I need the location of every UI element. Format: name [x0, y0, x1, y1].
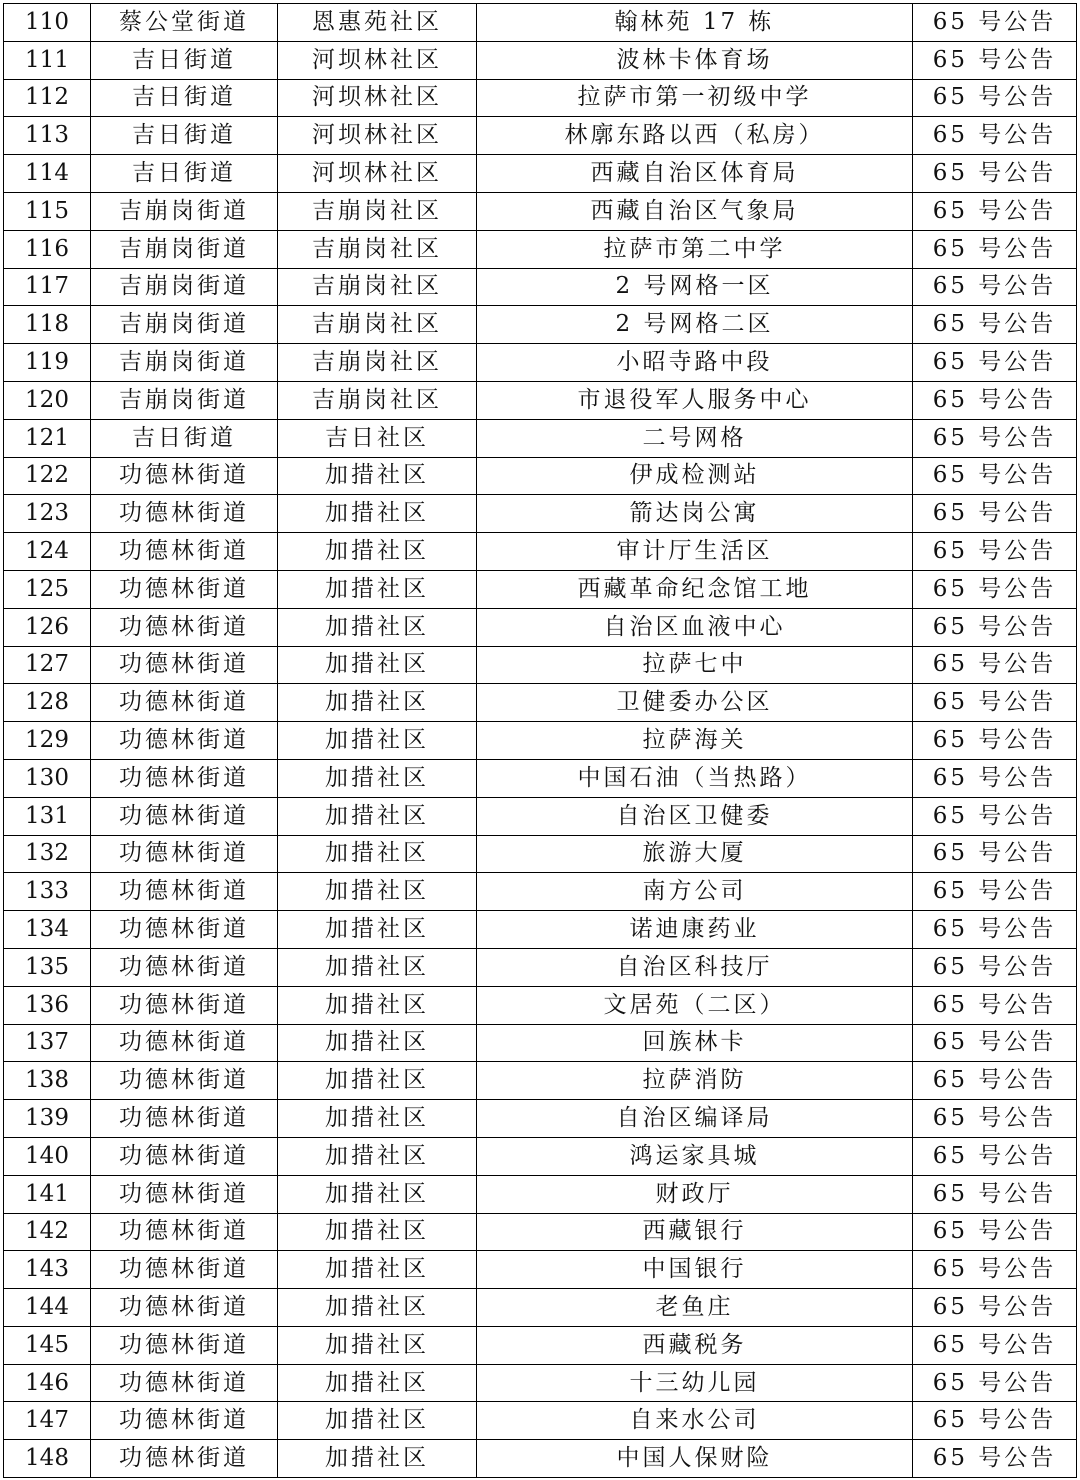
community-cell: 恩惠苑社区	[278, 4, 477, 42]
table-row	[4, 1326, 1077, 1364]
community-cell: 加措社区	[278, 1402, 477, 1440]
street-cell: 功德林街道	[91, 797, 278, 835]
table-row	[4, 495, 1077, 533]
location-cell: 翰林苑 17 栋	[477, 4, 913, 42]
notice-cell: 65 号公告	[913, 495, 1077, 533]
street-cell: 功德林街道	[91, 457, 278, 495]
notice-cell: 65 号公告	[913, 230, 1077, 268]
location-cell: 诺迪康药业	[477, 911, 913, 949]
location-table	[3, 3, 1077, 1478]
location-cell: 财政厅	[477, 1175, 913, 1213]
notice-cell: 65 号公告	[913, 646, 1077, 684]
notice-cell: 65 号公告	[913, 1175, 1077, 1213]
row-number-cell: 145	[4, 1326, 91, 1364]
notice-cell: 65 号公告	[913, 41, 1077, 79]
community-cell: 河坝林社区	[278, 117, 477, 155]
community-cell: 加措社区	[278, 1175, 477, 1213]
notice-cell: 65 号公告	[913, 608, 1077, 646]
community-cell: 加措社区	[278, 986, 477, 1024]
table-row	[4, 1024, 1077, 1062]
row-number-cell: 113	[4, 117, 91, 155]
row-number-cell: 136	[4, 986, 91, 1024]
row-number-cell: 123	[4, 495, 91, 533]
location-cell: 林廓东路以西（私房）	[477, 117, 913, 155]
row-number-cell: 141	[4, 1175, 91, 1213]
community-cell: 加措社区	[278, 1440, 477, 1478]
location-cell: 市退役军人服务中心	[477, 381, 913, 419]
row-number-cell: 134	[4, 911, 91, 949]
location-cell: 自治区科技厅	[477, 948, 913, 986]
row-number-cell: 138	[4, 1062, 91, 1100]
community-cell: 吉崩岗社区	[278, 230, 477, 268]
table-row	[4, 155, 1077, 193]
notice-cell: 65 号公告	[913, 684, 1077, 722]
table-row	[4, 608, 1077, 646]
community-cell: 加措社区	[278, 570, 477, 608]
notice-cell: 65 号公告	[913, 797, 1077, 835]
table-row	[4, 1137, 1077, 1175]
row-number-cell: 142	[4, 1213, 91, 1251]
community-cell: 吉崩岗社区	[278, 192, 477, 230]
location-cell: 旅游大厦	[477, 835, 913, 873]
street-cell: 功德林街道	[91, 1137, 278, 1175]
notice-cell: 65 号公告	[913, 1440, 1077, 1478]
table-row	[4, 1440, 1077, 1478]
notice-cell: 65 号公告	[913, 722, 1077, 760]
row-number-cell: 137	[4, 1024, 91, 1062]
row-number-cell: 131	[4, 797, 91, 835]
community-cell: 加措社区	[278, 1364, 477, 1402]
location-cell: 伊成检测站	[477, 457, 913, 495]
notice-cell: 65 号公告	[913, 381, 1077, 419]
location-cell: 自治区血液中心	[477, 608, 913, 646]
street-cell: 吉日街道	[91, 155, 278, 193]
community-cell: 加措社区	[278, 1137, 477, 1175]
street-cell: 功德林街道	[91, 1024, 278, 1062]
notice-cell: 65 号公告	[913, 1364, 1077, 1402]
location-cell: 波林卡体育场	[477, 41, 913, 79]
notice-cell: 65 号公告	[913, 268, 1077, 306]
community-cell: 加措社区	[278, 495, 477, 533]
community-cell: 河坝林社区	[278, 79, 477, 117]
row-number-cell: 118	[4, 306, 91, 344]
table-row	[4, 1364, 1077, 1402]
street-cell: 吉崩岗街道	[91, 230, 278, 268]
location-cell: 小昭寺路中段	[477, 344, 913, 382]
street-cell: 功德林街道	[91, 759, 278, 797]
notice-cell: 65 号公告	[913, 192, 1077, 230]
community-cell: 加措社区	[278, 1062, 477, 1100]
location-cell: 文居苑（二区）	[477, 986, 913, 1024]
location-cell: 回族林卡	[477, 1024, 913, 1062]
street-cell: 吉日街道	[91, 117, 278, 155]
street-cell: 功德林街道	[91, 684, 278, 722]
community-cell: 加措社区	[278, 608, 477, 646]
notice-cell: 65 号公告	[913, 1289, 1077, 1327]
community-cell: 河坝林社区	[278, 41, 477, 79]
row-number-cell: 127	[4, 646, 91, 684]
street-cell: 吉日街道	[91, 41, 278, 79]
location-cell: 拉萨消防	[477, 1062, 913, 1100]
row-number-cell: 125	[4, 570, 91, 608]
street-cell: 功德林街道	[91, 1213, 278, 1251]
street-cell: 功德林街道	[91, 1326, 278, 1364]
community-cell: 加措社区	[278, 722, 477, 760]
location-cell: 南方公司	[477, 873, 913, 911]
street-cell: 功德林街道	[91, 1289, 278, 1327]
notice-cell: 65 号公告	[913, 570, 1077, 608]
row-number-cell: 147	[4, 1402, 91, 1440]
notice-cell: 65 号公告	[913, 1062, 1077, 1100]
location-cell: 自治区卫健委	[477, 797, 913, 835]
table-row	[4, 533, 1077, 571]
table-row	[4, 646, 1077, 684]
community-cell: 加措社区	[278, 1024, 477, 1062]
community-cell: 加措社区	[278, 911, 477, 949]
community-cell: 加措社区	[278, 1100, 477, 1138]
street-cell: 功德林街道	[91, 1440, 278, 1478]
table-row	[4, 835, 1077, 873]
community-cell: 吉崩岗社区	[278, 381, 477, 419]
community-cell: 加措社区	[278, 684, 477, 722]
table-row	[4, 419, 1077, 457]
location-cell: 西藏革命纪念馆工地	[477, 570, 913, 608]
notice-cell: 65 号公告	[913, 759, 1077, 797]
notice-cell: 65 号公告	[913, 457, 1077, 495]
community-cell: 加措社区	[278, 835, 477, 873]
street-cell: 功德林街道	[91, 533, 278, 571]
notice-cell: 65 号公告	[913, 117, 1077, 155]
table-row	[4, 759, 1077, 797]
row-number-cell: 146	[4, 1364, 91, 1402]
location-cell: 中国石油（当热路）	[477, 759, 913, 797]
notice-cell: 65 号公告	[913, 419, 1077, 457]
notice-cell: 65 号公告	[913, 873, 1077, 911]
location-cell: 西藏银行	[477, 1213, 913, 1251]
notice-cell: 65 号公告	[913, 911, 1077, 949]
street-cell: 吉崩岗街道	[91, 268, 278, 306]
row-number-cell: 124	[4, 533, 91, 571]
community-cell: 加措社区	[278, 1289, 477, 1327]
location-cell: 中国人保财险	[477, 1440, 913, 1478]
street-cell: 功德林街道	[91, 1100, 278, 1138]
row-number-cell: 111	[4, 41, 91, 79]
street-cell: 功德林街道	[91, 835, 278, 873]
location-cell: 拉萨海关	[477, 722, 913, 760]
street-cell: 功德林街道	[91, 948, 278, 986]
location-cell: 西藏自治区气象局	[477, 192, 913, 230]
street-cell: 吉崩岗街道	[91, 381, 278, 419]
community-cell: 加措社区	[278, 873, 477, 911]
row-number-cell: 148	[4, 1440, 91, 1478]
community-cell: 吉崩岗社区	[278, 344, 477, 382]
notice-cell: 65 号公告	[913, 1024, 1077, 1062]
location-cell: 卫健委办公区	[477, 684, 913, 722]
street-cell: 吉日街道	[91, 79, 278, 117]
community-cell: 吉崩岗社区	[278, 306, 477, 344]
location-cell: 西藏税务	[477, 1326, 913, 1364]
community-cell: 加措社区	[278, 759, 477, 797]
table-row	[4, 457, 1077, 495]
location-cell: 拉萨市第二中学	[477, 230, 913, 268]
notice-cell: 65 号公告	[913, 533, 1077, 571]
notice-cell: 65 号公告	[913, 79, 1077, 117]
street-cell: 功德林街道	[91, 1062, 278, 1100]
street-cell: 吉崩岗街道	[91, 306, 278, 344]
table-row	[4, 873, 1077, 911]
row-number-cell: 135	[4, 948, 91, 986]
row-number-cell: 129	[4, 722, 91, 760]
table-row	[4, 948, 1077, 986]
notice-cell: 65 号公告	[913, 1402, 1077, 1440]
table-row	[4, 1100, 1077, 1138]
location-cell: 拉萨市第一初级中学	[477, 79, 913, 117]
table-row	[4, 570, 1077, 608]
street-cell: 功德林街道	[91, 1364, 278, 1402]
location-cell: 2 号网格一区	[477, 268, 913, 306]
row-number-cell: 112	[4, 79, 91, 117]
community-cell: 加措社区	[278, 457, 477, 495]
row-number-cell: 122	[4, 457, 91, 495]
table-row	[4, 230, 1077, 268]
table-row	[4, 1402, 1077, 1440]
street-cell: 吉日街道	[91, 419, 278, 457]
row-number-cell: 128	[4, 684, 91, 722]
street-cell: 功德林街道	[91, 986, 278, 1024]
notice-cell: 65 号公告	[913, 1213, 1077, 1251]
street-cell: 功德林街道	[91, 1175, 278, 1213]
row-number-cell: 126	[4, 608, 91, 646]
row-number-cell: 117	[4, 268, 91, 306]
location-cell: 中国银行	[477, 1251, 913, 1289]
street-cell: 功德林街道	[91, 608, 278, 646]
table-row	[4, 911, 1077, 949]
table-row	[4, 684, 1077, 722]
street-cell: 吉崩岗街道	[91, 344, 278, 382]
table-row	[4, 797, 1077, 835]
row-number-cell: 121	[4, 419, 91, 457]
street-cell: 功德林街道	[91, 911, 278, 949]
notice-cell: 65 号公告	[913, 1137, 1077, 1175]
location-cell: 自来水公司	[477, 1402, 913, 1440]
row-number-cell: 114	[4, 155, 91, 193]
location-cell: 西藏自治区体育局	[477, 155, 913, 193]
table-row	[4, 722, 1077, 760]
community-cell: 加措社区	[278, 1251, 477, 1289]
row-number-cell: 119	[4, 344, 91, 382]
location-cell: 十三幼儿园	[477, 1364, 913, 1402]
notice-cell: 65 号公告	[913, 1251, 1077, 1289]
table-row	[4, 1289, 1077, 1327]
notice-cell: 65 号公告	[913, 155, 1077, 193]
table-row	[4, 117, 1077, 155]
table-row	[4, 986, 1077, 1024]
notice-cell: 65 号公告	[913, 986, 1077, 1024]
table-row	[4, 4, 1077, 42]
row-number-cell: 144	[4, 1289, 91, 1327]
row-number-cell: 132	[4, 835, 91, 873]
notice-cell: 65 号公告	[913, 4, 1077, 42]
table-row	[4, 268, 1077, 306]
table-row	[4, 1251, 1077, 1289]
table-row	[4, 192, 1077, 230]
row-number-cell: 139	[4, 1100, 91, 1138]
street-cell: 吉崩岗街道	[91, 192, 278, 230]
location-cell: 二号网格	[477, 419, 913, 457]
location-cell: 拉萨七中	[477, 646, 913, 684]
community-cell: 加措社区	[278, 797, 477, 835]
row-number-cell: 130	[4, 759, 91, 797]
street-cell: 功德林街道	[91, 1251, 278, 1289]
table-row	[4, 1213, 1077, 1251]
table-row	[4, 1062, 1077, 1100]
location-cell: 审计厅生活区	[477, 533, 913, 571]
location-cell: 鸿运家具城	[477, 1137, 913, 1175]
street-cell: 功德林街道	[91, 1402, 278, 1440]
community-cell: 吉崩岗社区	[278, 268, 477, 306]
community-cell: 加措社区	[278, 1213, 477, 1251]
street-cell: 功德林街道	[91, 495, 278, 533]
street-cell: 功德林街道	[91, 873, 278, 911]
table-row	[4, 344, 1077, 382]
location-cell: 自治区编译局	[477, 1100, 913, 1138]
street-cell: 功德林街道	[91, 570, 278, 608]
table-row	[4, 41, 1077, 79]
street-cell: 蔡公堂街道	[91, 4, 278, 42]
table-row	[4, 306, 1077, 344]
row-number-cell: 110	[4, 4, 91, 42]
notice-cell: 65 号公告	[913, 948, 1077, 986]
notice-cell: 65 号公告	[913, 344, 1077, 382]
document-page	[3, 3, 1076, 1478]
community-cell: 加措社区	[278, 1326, 477, 1364]
table-row	[4, 1175, 1077, 1213]
row-number-cell: 133	[4, 873, 91, 911]
community-cell: 加措社区	[278, 533, 477, 571]
location-cell: 2 号网格二区	[477, 306, 913, 344]
row-number-cell: 143	[4, 1251, 91, 1289]
street-cell: 功德林街道	[91, 646, 278, 684]
community-cell: 吉日社区	[278, 419, 477, 457]
location-cell: 箭达岗公寓	[477, 495, 913, 533]
row-number-cell: 116	[4, 230, 91, 268]
table-row	[4, 79, 1077, 117]
notice-cell: 65 号公告	[913, 1326, 1077, 1364]
community-cell: 加措社区	[278, 948, 477, 986]
street-cell: 功德林街道	[91, 722, 278, 760]
notice-cell: 65 号公告	[913, 1100, 1077, 1138]
row-number-cell: 115	[4, 192, 91, 230]
location-cell: 老鱼庄	[477, 1289, 913, 1327]
table-row	[4, 381, 1077, 419]
community-cell: 加措社区	[278, 646, 477, 684]
row-number-cell: 140	[4, 1137, 91, 1175]
table-body	[4, 4, 1077, 1478]
row-number-cell: 120	[4, 381, 91, 419]
notice-cell: 65 号公告	[913, 306, 1077, 344]
notice-cell: 65 号公告	[913, 835, 1077, 873]
community-cell: 河坝林社区	[278, 155, 477, 193]
